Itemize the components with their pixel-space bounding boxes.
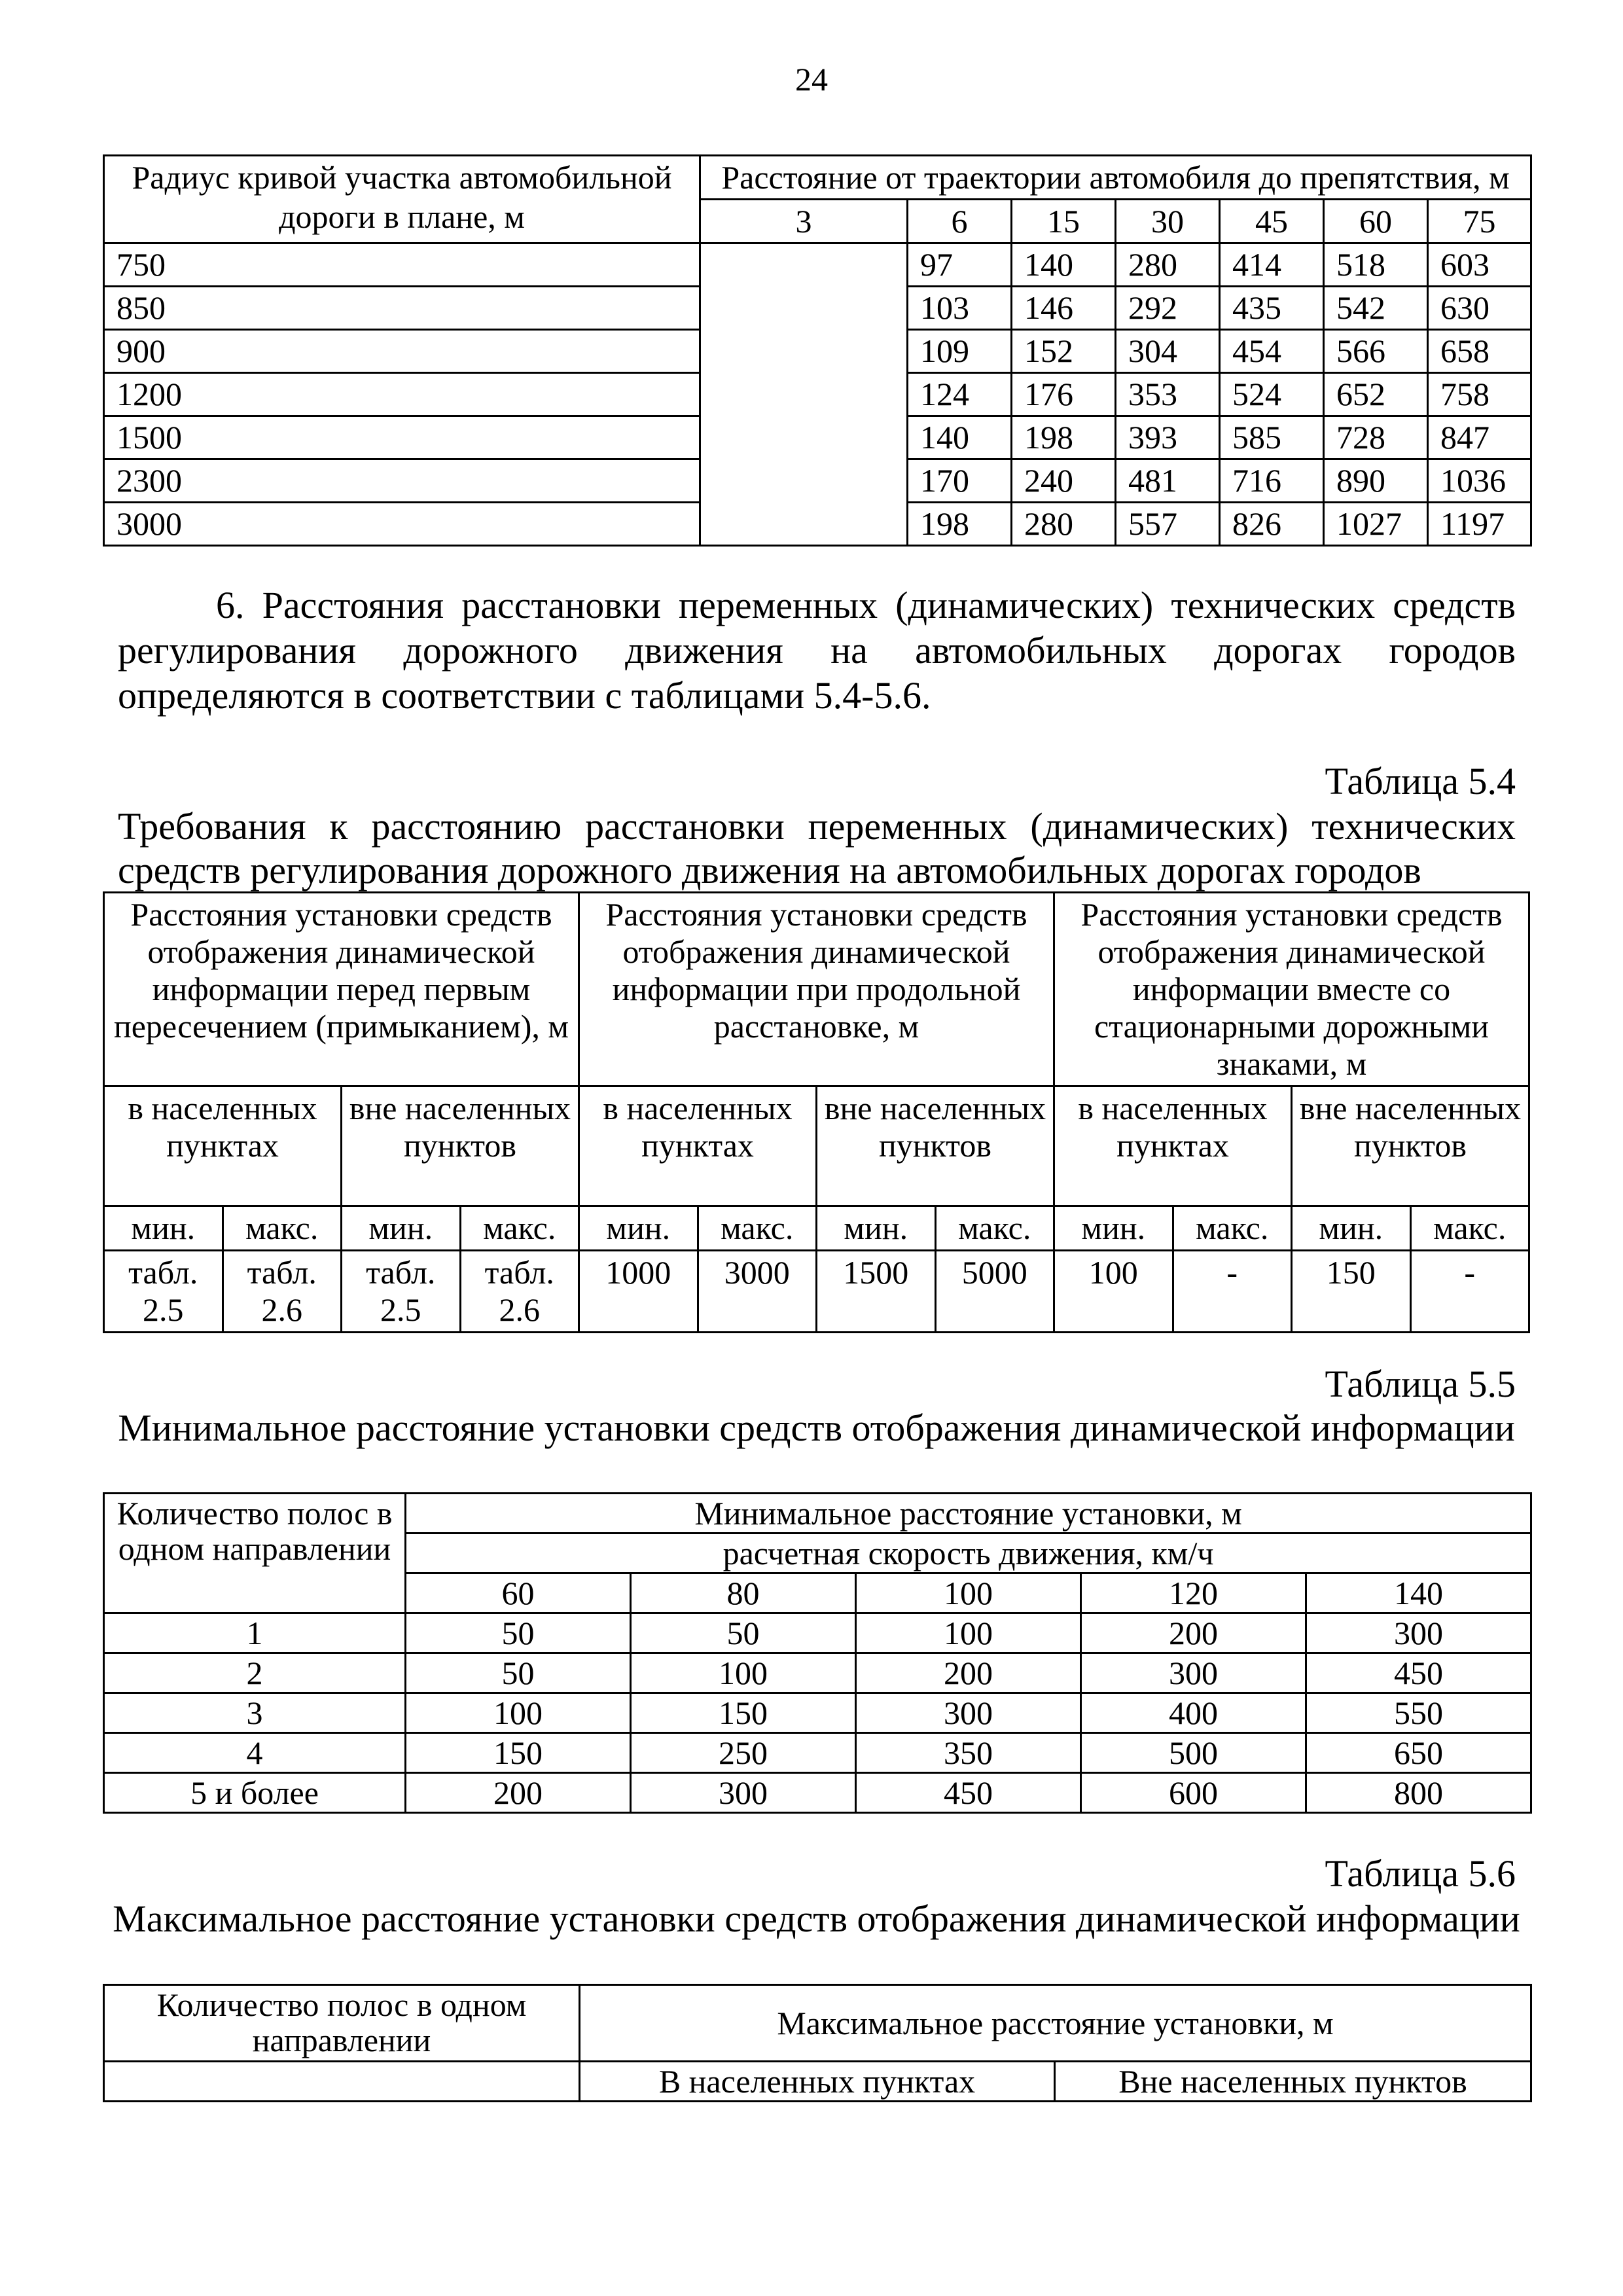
lanes-cell: 2 — [104, 1653, 406, 1693]
distance-value-cell: 658 — [1428, 330, 1531, 373]
min-distance-cell: 50 — [406, 1613, 631, 1653]
distance-value-cell: 557 — [1116, 503, 1220, 546]
min-distance-cell: 200 — [406, 1773, 631, 1813]
distance-value-cell: 304 — [1116, 330, 1220, 373]
distance-value-cell: 728 — [1324, 416, 1428, 459]
radius-cell: 750 — [104, 243, 700, 287]
min-header: мин. — [817, 1206, 936, 1251]
distance-value-cell: 103 — [908, 287, 1012, 330]
min-distance-cell: 300 — [1306, 1613, 1531, 1653]
distance-value-cell: 758 — [1428, 373, 1531, 416]
lanes-cell: 1 — [104, 1613, 406, 1653]
subheader-in-settlements: в населенных пунктах — [579, 1086, 817, 1206]
min-distance-cell: 100 — [406, 1693, 631, 1733]
table-5-6-title: Максимальное расстояние установки средств отображения динамической информации — [113, 1897, 1520, 1940]
speed-header: 60 — [406, 1573, 631, 1613]
radius-cell: 1500 — [104, 416, 700, 459]
distance-value-cell: 176 — [1012, 373, 1116, 416]
distance-value-cell: 414 — [1220, 243, 1324, 287]
curve-radius-table — [103, 154, 1532, 547]
distance-value-cell: 152 — [1012, 330, 1116, 373]
value-cell: 1000 — [579, 1251, 698, 1333]
min-distance-cell: 200 — [1081, 1613, 1306, 1653]
min-distance-cell: 50 — [406, 1653, 631, 1693]
distance-value-cell: 146 — [1012, 287, 1116, 330]
speed-header: 120 — [1081, 1573, 1306, 1613]
header-radius: Радиус кривой участка автомобильной дороги в плане, м — [104, 156, 700, 243]
distance-value-cell: 630 — [1428, 287, 1531, 330]
distance-value-cell: 542 — [1324, 287, 1428, 330]
min-distance-cell: 500 — [1081, 1733, 1306, 1773]
radius-cell: 2300 — [104, 459, 700, 503]
table-5-5 — [103, 1492, 1532, 1814]
radius-cell: 850 — [104, 287, 700, 330]
distance-value-cell: 198 — [1012, 416, 1116, 459]
distance-value-cell: 353 — [1116, 373, 1220, 416]
value-cell: табл. 2.5 — [342, 1251, 461, 1333]
radius-cell: 1200 — [104, 373, 700, 416]
paragraph-6: 6. Расстояния расстановки переменных (динамических) технических средств регулирования дорожного движения на автомобильных дорогах городов определяются в соответствии с таблицами 5.4-5.6. — [118, 584, 1516, 717]
distance-value-cell: 716 — [1220, 459, 1324, 503]
min-distance-cell: 450 — [1306, 1653, 1531, 1693]
distance-value-cell: 826 — [1220, 503, 1324, 546]
distance-value-cell: 292 — [1116, 287, 1220, 330]
distance-value-cell: 124 — [908, 373, 1012, 416]
value-cell: 3000 — [698, 1251, 817, 1333]
distance-value-cell: 847 — [1428, 416, 1531, 459]
distance-header: 45 — [1220, 200, 1324, 243]
max-header: макс. — [1173, 1206, 1292, 1251]
speed-header: 80 — [631, 1573, 856, 1613]
subheader-outside-settlements: вне населенных пунктов — [817, 1086, 1054, 1206]
table-row — [104, 1613, 1531, 1653]
header-outside-settlements: Вне населенных пунктов — [1055, 2062, 1531, 2102]
subheader-in-settlements: в населенных пунктах — [1054, 1086, 1292, 1206]
min-distance-cell: 650 — [1306, 1733, 1531, 1773]
max-header: макс. — [223, 1206, 342, 1251]
table-row — [104, 1693, 1531, 1733]
header-min-distance: Минимальное расстояние установки, м — [406, 1494, 1531, 1534]
value-cell: табл. 2.5 — [104, 1251, 223, 1333]
min-distance-cell: 300 — [631, 1773, 856, 1813]
distance-value-cell: 435 — [1220, 287, 1324, 330]
min-distance-cell: 300 — [856, 1693, 1081, 1733]
table-5-5-title: Минимальное расстояние установки средств отображения динамической информации — [118, 1407, 1515, 1449]
table-5-4-title — [118, 804, 1516, 892]
value-cell: табл. 2.6 — [460, 1251, 579, 1333]
header-in-settlements: В населенных пунктах — [580, 2062, 1055, 2102]
subheader-outside-settlements: вне населенных пунктов — [1292, 1086, 1529, 1206]
distance-value-cell: 518 — [1324, 243, 1428, 287]
table-row — [104, 1773, 1531, 1813]
min-distance-cell: 100 — [856, 1613, 1081, 1653]
value-cell: 150 — [1292, 1251, 1411, 1333]
subheader-in-settlements: в населенных пунктах — [104, 1086, 342, 1206]
empty-merged-cell — [700, 243, 908, 546]
distance-value-cell: 393 — [1116, 416, 1220, 459]
min-distance-cell: 200 — [856, 1653, 1081, 1693]
distance-value-cell: 97 — [908, 243, 1012, 287]
max-header: макс. — [935, 1206, 1054, 1251]
min-distance-cell: 250 — [631, 1733, 856, 1773]
distance-value-cell: 524 — [1220, 373, 1324, 416]
max-header: макс. — [698, 1206, 817, 1251]
header-distance-group: Расстояние от траектории автомобиля до препятствия, м — [700, 156, 1531, 200]
distance-value-cell: 890 — [1324, 459, 1428, 503]
table-5-4 — [103, 891, 1530, 1333]
lanes-cell: 4 — [104, 1733, 406, 1773]
distance-value-cell: 1036 — [1428, 459, 1531, 503]
min-distance-cell: 50 — [631, 1613, 856, 1653]
table-row — [104, 1653, 1531, 1693]
distance-header: 6 — [908, 200, 1012, 243]
distance-value-cell: 603 — [1428, 243, 1531, 287]
distance-header: 75 — [1428, 200, 1531, 243]
radius-cell: 3000 — [104, 503, 700, 546]
min-distance-cell: 350 — [856, 1733, 1081, 1773]
page-number: 24 — [795, 61, 828, 98]
min-distance-cell: 550 — [1306, 1693, 1531, 1733]
table-5-6-label: Таблица 5.6 — [1325, 1852, 1516, 1895]
group-header-longitudinal: Расстояния установки средств отображения динамической информации при продольной расстановке, м — [579, 893, 1054, 1086]
value-cell: - — [1173, 1251, 1292, 1333]
distance-value-cell: 1027 — [1324, 503, 1428, 546]
radius-cell: 900 — [104, 330, 700, 373]
lanes-cell: 3 — [104, 1693, 406, 1733]
value-cell: 5000 — [935, 1251, 1054, 1333]
min-header: мин. — [1054, 1206, 1173, 1251]
table-5-4-title-line-2: средств регулирования дорожного движения на автомобильных дорогах городов — [118, 849, 1421, 891]
distance-value-cell: 481 — [1116, 459, 1220, 503]
distance-value-cell: 652 — [1324, 373, 1428, 416]
distance-value-cell: 198 — [908, 503, 1012, 546]
value-cell: - — [1410, 1251, 1529, 1333]
value-cell: табл. 2.6 — [223, 1251, 342, 1333]
speed-header: 140 — [1306, 1573, 1531, 1613]
subheader-outside-settlements: вне населенных пунктов — [342, 1086, 579, 1206]
distance-value-cell: 454 — [1220, 330, 1324, 373]
min-header: мин. — [579, 1206, 698, 1251]
header-design-speed: расчетная скорость движения, км/ч — [406, 1534, 1531, 1573]
table-row — [104, 1733, 1531, 1773]
max-header: макс. — [1410, 1206, 1529, 1251]
distance-header: 60 — [1324, 200, 1428, 243]
table-5-5-label: Таблица 5.5 — [1325, 1363, 1516, 1405]
distance-value-cell: 566 — [1324, 330, 1428, 373]
distance-value-cell: 140 — [908, 416, 1012, 459]
distance-value-cell: 280 — [1116, 243, 1220, 287]
min-distance-cell: 150 — [406, 1733, 631, 1773]
table-row — [104, 243, 1531, 287]
min-header: мин. — [1292, 1206, 1411, 1251]
header-lanes: Количество полос в одном направлении — [104, 1985, 580, 2062]
min-header: мин. — [104, 1206, 223, 1251]
value-cell: 1500 — [817, 1251, 936, 1333]
distance-value-cell: 170 — [908, 459, 1012, 503]
header-lanes: Количество полос в одном направлении — [104, 1494, 406, 1613]
distance-header: 30 — [1116, 200, 1220, 243]
header-max-distance: Максимальное расстояние установки, м — [580, 1985, 1531, 2062]
distance-value-cell: 280 — [1012, 503, 1116, 546]
min-distance-cell: 800 — [1306, 1773, 1531, 1813]
min-distance-cell: 600 — [1081, 1773, 1306, 1813]
min-distance-cell: 400 — [1081, 1693, 1306, 1733]
distance-header: 3 — [700, 200, 908, 243]
distance-value-cell: 140 — [1012, 243, 1116, 287]
table-5-4-label: Таблица 5.4 — [1325, 760, 1516, 802]
group-header-first-intersection: Расстояния установки средств отображения динамической информации перед первым пересечением (примыканием), м — [104, 893, 579, 1086]
empty-cell — [104, 2062, 580, 2102]
value-cell: 100 — [1054, 1251, 1173, 1333]
max-header: макс. — [460, 1206, 579, 1251]
lanes-cell: 5 и более — [104, 1773, 406, 1813]
min-distance-cell: 150 — [631, 1693, 856, 1733]
distance-value-cell: 1197 — [1428, 503, 1531, 546]
speed-header: 100 — [856, 1573, 1081, 1613]
group-header-with-stationary-signs: Расстояния установки средств отображения динамической информации вместе со стационарными дорожными знаками, м — [1054, 893, 1529, 1086]
table-5-6 — [103, 1984, 1532, 2102]
min-header: мин. — [342, 1206, 461, 1251]
table-5-4-title-line-1: Требования к расстоянию расстановки переменных (динамических) технических — [118, 805, 1516, 848]
distance-value-cell: 109 — [908, 330, 1012, 373]
min-distance-cell: 100 — [631, 1653, 856, 1693]
min-distance-cell: 300 — [1081, 1653, 1306, 1693]
distance-value-cell: 585 — [1220, 416, 1324, 459]
min-distance-cell: 450 — [856, 1773, 1081, 1813]
distance-value-cell: 240 — [1012, 459, 1116, 503]
distance-header: 15 — [1012, 200, 1116, 243]
